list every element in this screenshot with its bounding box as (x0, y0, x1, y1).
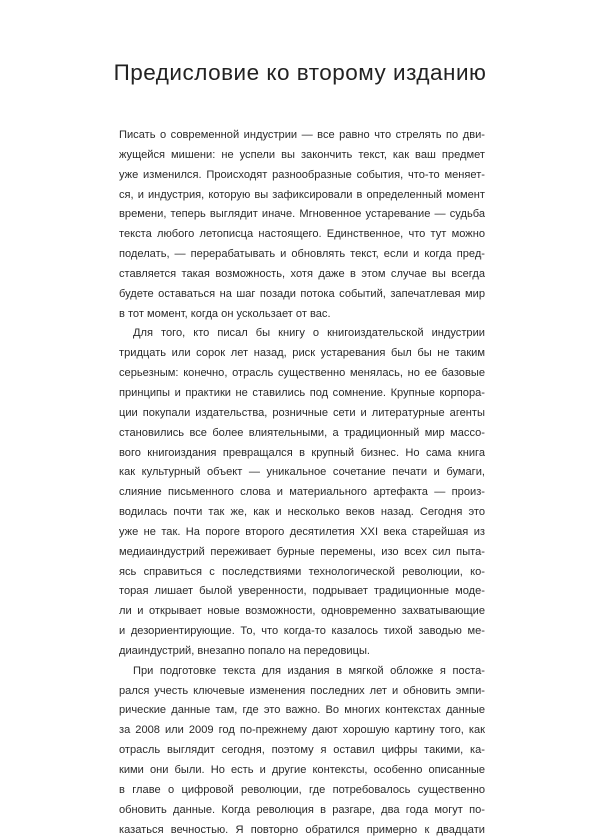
text-line: Для того, кто писал бы книгу о книгоиздательской индустрии (133, 327, 485, 340)
text-line: ции покупали издательства, розничные сети и литературные агенты (119, 406, 485, 419)
text-line: ясь справиться с последствиями технологической революции, ко- (119, 565, 485, 578)
text-line: серьезным: конечно, отрасль существенно менялась, но ее базовые (119, 367, 485, 380)
text-line: в главе о цифровой революции, где потребовалось существенно (119, 783, 485, 796)
text-line: как культурный объект — уникальное сочетание печати и бумаги, (119, 466, 485, 479)
text-line: ся, и индустрия, которую вы зафиксировали в определенный момент (119, 188, 485, 201)
text-line: тридцать или сорок лет назад, риск устаревания был бы не таким (119, 347, 485, 360)
text-line: отрасль выглядит сегодня, поэтому я оставил цифры такими, ка- (119, 744, 485, 757)
text-line: Писать о современной индустрии — все равно что стрелять по дви- (119, 129, 485, 141)
text-line: уже не так. На пороге второго десятилетия XXI века старейшая из (119, 525, 485, 538)
text-line: казаться вечностью. Я повторно обратился примерно к двадцати (119, 823, 485, 836)
text-line: диаиндустрий, внезапно попало на передовицы. (119, 644, 371, 657)
text-line: При подготовке текста для издания в мягкой обложке я поста- (133, 664, 485, 677)
text-line: за 2008 или 2009 год по-прежнему дают хорошую картину того, как (119, 724, 485, 737)
text-line: и дезориентирующие. То, что когда-то казалось тихой заводью ме- (119, 625, 485, 638)
paragraph-3 (119, 662, 485, 840)
text-line: рические данные там, где это важно. Во многих контекстах данные (119, 704, 485, 717)
page-title: Предисловие ко второму изданию (113, 60, 487, 85)
text-line: уже изменился. Происходят разнообразные события, что-то меняет- (119, 168, 485, 181)
text-line: слияние письменного слова и материального артефакта — произ- (119, 486, 485, 499)
text-line: ли и открывает новые возможности, одновременно захватывающие (119, 605, 485, 618)
text-line: кими они были. Но есть и другие контексты, особенно описанные (119, 764, 485, 776)
text-line: ставляется такая возможность, хотя даже в этом случае вы всегда (119, 267, 485, 280)
text-line: в тот момент, когда он ускользает от вас. (119, 307, 331, 320)
text-line: поделать, — перерабатывать и обновлять текст, если и когда пред- (119, 248, 485, 261)
text-line: жущейся мишени: не успели вы закончить текст, как ваш предмет (119, 148, 485, 161)
text-line: водилась почти так же, как и несколько веков назад. Сегодня это (119, 506, 485, 519)
text-line: времени, теперь выглядит иначе. Мгновенное устаревание — судьба (119, 208, 485, 221)
text-line: становились все более влиятельными, а традиционный мир массо- (119, 426, 485, 439)
paragraph-2 (119, 324, 485, 661)
text-line: обновить данные. Когда революция в разгаре, два года могут по- (119, 803, 485, 816)
text-line: рался учесть ключевые изменения последних лет и обновить эмпи- (119, 684, 485, 697)
body-text (119, 126, 485, 840)
text-line: медиаиндустрий переживает бурные перемены, изо всех сил пыта- (119, 545, 485, 558)
text-line: принципы и практики не ставились под сомнение. Крупные корпора- (119, 386, 485, 399)
text-line: вого книгоиздания превращался в крупный бизнес. Но сама книга (119, 446, 485, 459)
paragraph-1 (119, 126, 485, 324)
text-line: будете оставаться на шаг позади потока событий, запечатлевая мир (119, 287, 485, 300)
text-line: текста любого летописца настоящего. Единственное, что тут можно (119, 228, 485, 241)
text-line: торая лишает былой уверенности, подрывает традиционные моде- (119, 585, 485, 598)
